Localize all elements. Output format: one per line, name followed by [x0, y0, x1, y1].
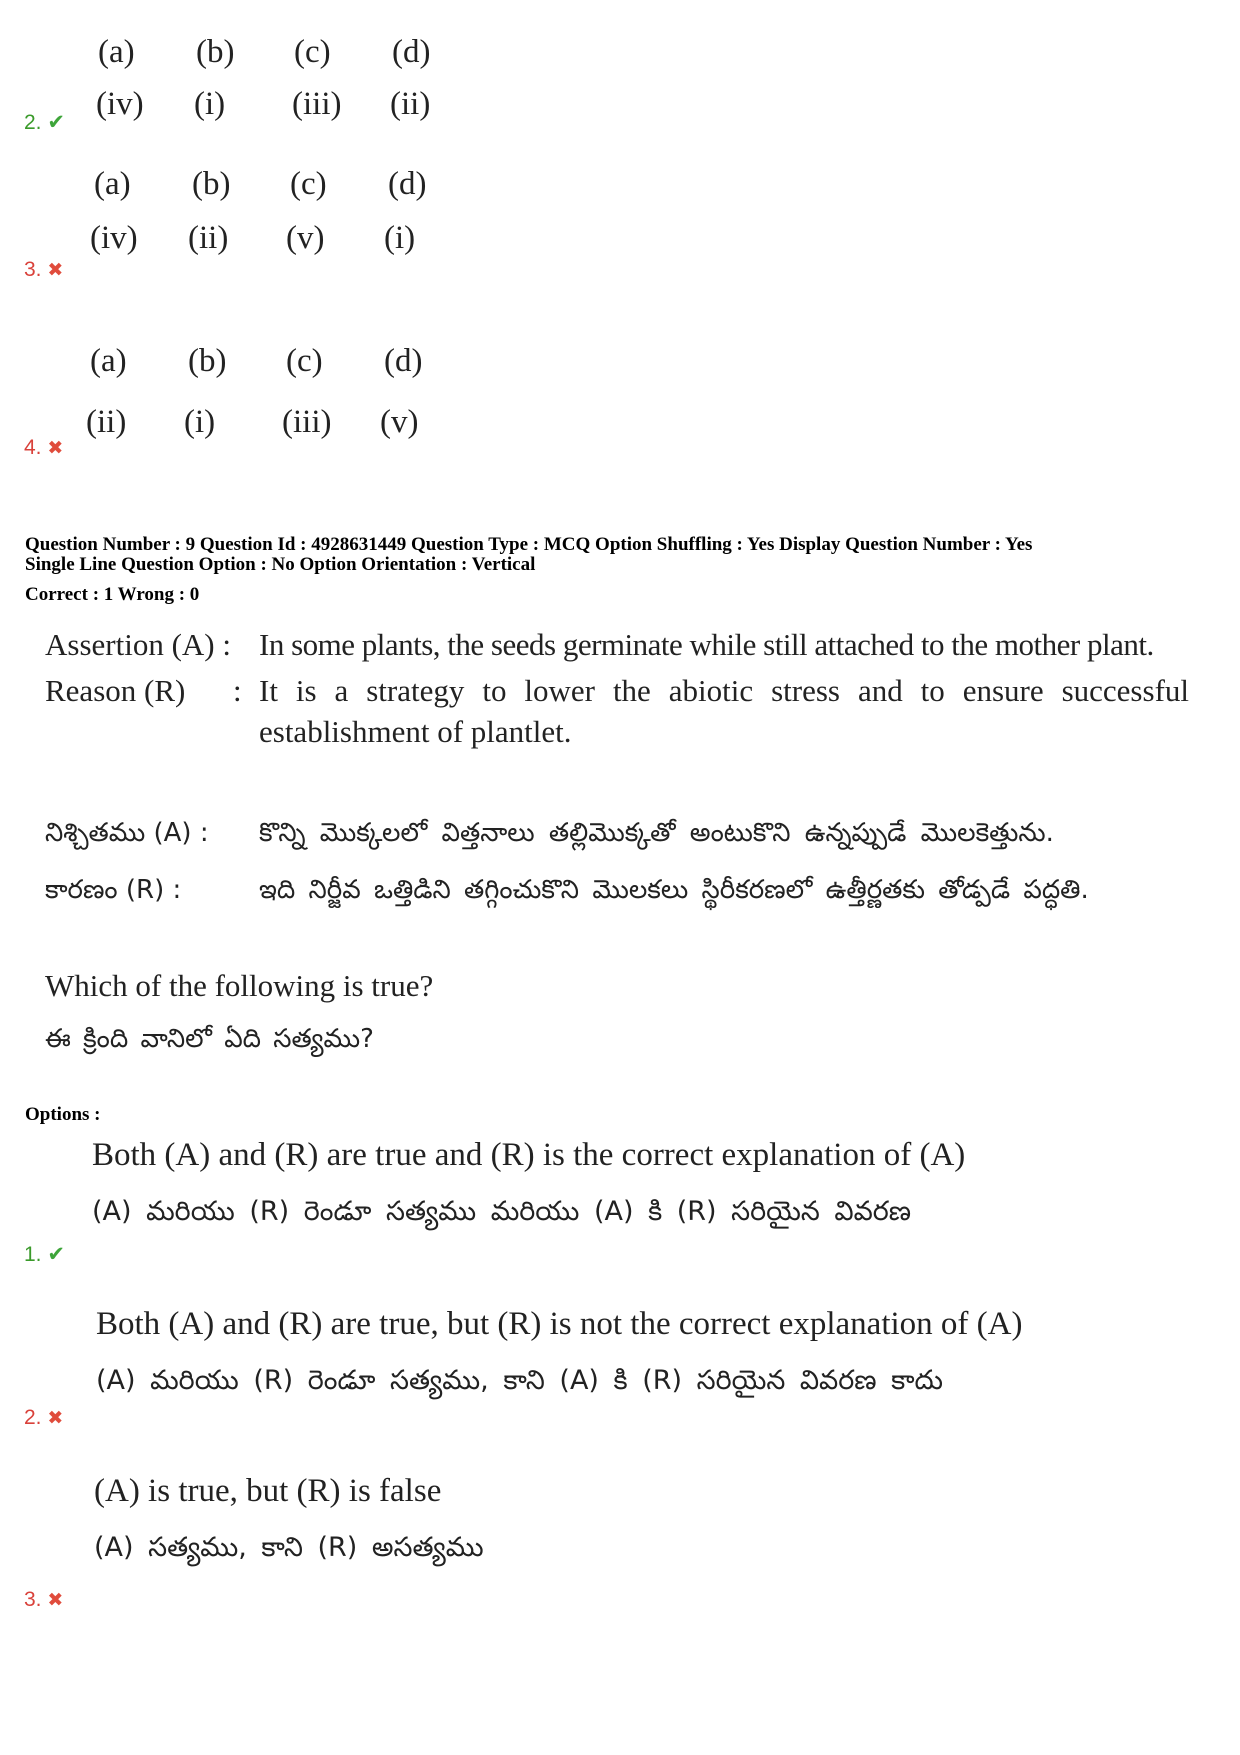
- meta-line-1: Question Number : 9 Question Id : 4928631449 Question Type : MCQ Option Shuffling : Yes Display Question Number : Yes: [25, 534, 1033, 555]
- option-number: 2.: [24, 111, 42, 134]
- meta-line-3: Correct : 1 Wrong : 0: [25, 584, 200, 605]
- col-value: (i): [184, 404, 216, 440]
- option-2-text-en: Both (A) and (R) are true, but (R) is not the correct explanation of (A): [96, 1306, 1023, 1342]
- check-icon: ✔: [47, 111, 65, 134]
- option-2-text-te: (A) మరియు (R) రెండూ సత్యము, కాని (A) కి (R) సరియైన వివరణ కాదు: [96, 1365, 943, 1396]
- assertion-label: Assertion (A) :: [45, 627, 231, 662]
- col-value: (i): [384, 220, 416, 256]
- col-head: (c): [294, 34, 331, 70]
- options-label: Options :: [25, 1104, 101, 1125]
- option-number: 3.: [24, 258, 42, 281]
- col-head: (a): [90, 343, 127, 379]
- prompt-te: ఈ క్రింది వానిలో ఏది సత్యము?: [45, 1024, 374, 1054]
- col-value: (ii): [390, 86, 431, 122]
- prev-option-2-heads: [98, 34, 490, 71]
- prev-option-4-heads: [90, 343, 482, 380]
- question-meta: [25, 535, 1225, 605]
- col-head: (b): [192, 166, 231, 202]
- check-icon: ✔: [47, 1243, 65, 1266]
- option-number: 3.: [24, 1588, 42, 1611]
- te-assertion-text: కొన్ని మొక్కలలో విత్తనాలు తల్లిమొక్కతో అంటుకొని ఉన్నప్పుడే మొలకెత్తును.: [259, 818, 1054, 848]
- col-value: (v): [380, 404, 419, 440]
- reason-colon: :: [233, 673, 242, 708]
- option-2-marker[interactable]: [24, 1406, 63, 1430]
- col-head: (a): [94, 166, 131, 202]
- option-3-text-te: (A) సత్యము, కాని (R) అసత్యము: [94, 1532, 484, 1563]
- prev-option-4-values: [86, 404, 478, 441]
- col-head: (a): [98, 34, 135, 70]
- col-head: (c): [286, 343, 323, 379]
- prev-option-3-marker: [24, 258, 63, 282]
- option-1-text-te: (A) మరియు (R) రెండూ సత్యము మరియు (A) కి (R) సరియైన వివరణ: [92, 1196, 912, 1227]
- cross-icon: ✖: [47, 438, 64, 459]
- te-reason-label: కారణం (R) :: [45, 875, 182, 905]
- option-1-text-en: Both (A) and (R) are true and (R) is the correct explanation of (A): [92, 1137, 966, 1173]
- col-value: (ii): [188, 220, 229, 256]
- col-value: (ii): [86, 404, 127, 440]
- prev-option-3-heads: [94, 166, 486, 203]
- option-3-marker[interactable]: [24, 1588, 63, 1612]
- col-value: (iv): [96, 86, 144, 122]
- assertion-text: In some plants, the seeds germinate while still attached to the mother plant.: [259, 627, 1154, 662]
- te-reason-text: ఇది నిర్జీవ ఒత్తిడిని తగ్గించుకొని మొలకలు స్థిరీకరణలో ఉత్తీర్ణతకు తోడ్పడే పద్ధతి.: [259, 875, 1089, 905]
- col-value: (iv): [90, 220, 138, 256]
- cross-icon: ✖: [47, 1408, 64, 1429]
- meta-line-2: Single Line Question Option : No Option Orientation : Vertical: [25, 554, 536, 575]
- option-1-marker[interactable]: [24, 1242, 65, 1267]
- option-number: 2.: [24, 1406, 42, 1429]
- col-head: (d): [392, 34, 431, 70]
- option-number: 4.: [24, 436, 42, 459]
- col-head: (b): [196, 34, 235, 70]
- prev-option-4-marker: [24, 436, 63, 460]
- col-value: (i): [194, 86, 226, 122]
- col-head: (d): [384, 343, 423, 379]
- cross-icon: ✖: [47, 1590, 64, 1611]
- te-assertion-label: నిశ్చితము (A) :: [45, 818, 209, 848]
- reason-text-2: establishment of plantlet.: [259, 714, 572, 749]
- prompt-en: Which of the following is true?: [45, 968, 434, 1003]
- col-head: (d): [388, 166, 427, 202]
- prev-option-2-values: [96, 86, 488, 123]
- cross-icon: ✖: [47, 260, 64, 281]
- reason-text-1: It is a strategy to lower the abiotic stress and to ensure successful: [259, 673, 1189, 708]
- col-value: (iii): [282, 404, 332, 440]
- option-3-text-en: (A) is true, but (R) is false: [94, 1473, 442, 1509]
- option-number: 1.: [24, 1243, 42, 1266]
- col-head: (c): [290, 166, 327, 202]
- col-head: (b): [188, 343, 227, 379]
- reason-label: Reason (R): [45, 673, 186, 708]
- prev-option-2-marker: [24, 110, 65, 135]
- col-value: (iii): [292, 86, 342, 122]
- col-value: (v): [286, 220, 325, 256]
- prev-option-3-values: [90, 220, 482, 257]
